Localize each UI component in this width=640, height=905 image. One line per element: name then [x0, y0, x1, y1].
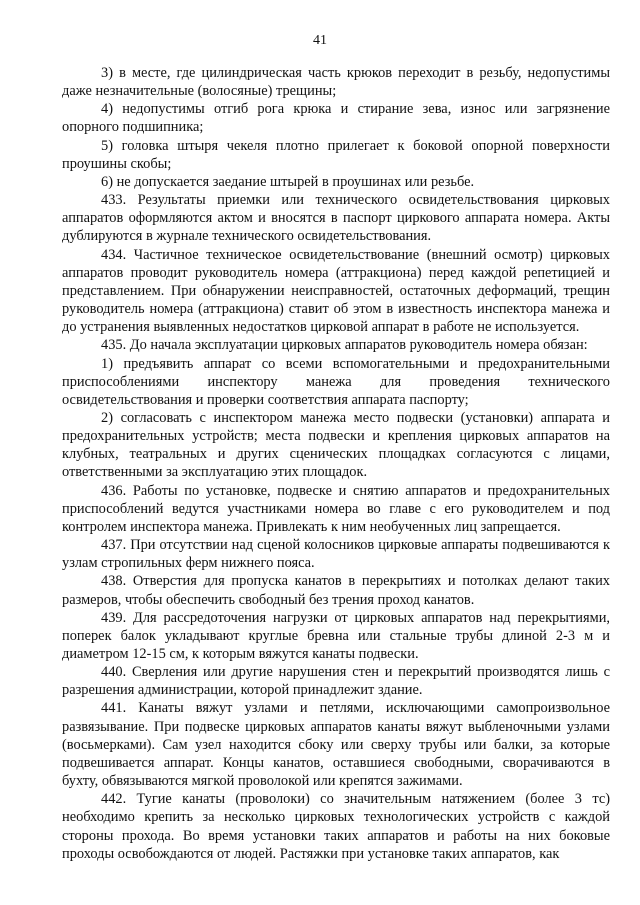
- page-number: 41: [313, 33, 327, 48]
- paragraph-438: 438. Отверстия для пропуска канатов в перекрытиях и потолках делают таких размеров, чтобы обеспечить свободный без трения проход канатов.: [62, 573, 610, 608]
- paragraph-440: 440. Сверления или другие нарушения стен и перекрытий производятся лишь с разрешения администрации, которой принадлежит здание.: [62, 664, 610, 699]
- paragraph-442: 442. Тугие канаты (проволоки) со значительным натяжением (более 3 тс) необходимо крепить за несколько цирковых технологических устройств с каждой стороны прохода. Во время установки таких аппаратов и работы на них боковые проходы освобождаются от людей. Растяжки при установке таких аппаратов, как: [62, 791, 610, 862]
- paragraph-433: 433. Результаты приемки или технического освидетельствования цирковых аппаратов оформляются актом и вносятся в паспорт циркового аппарата номера. Акты дублируются в журнале технического освидетельствования.: [62, 192, 610, 245]
- paragraph-436: 436. Работы по установке, подвеске и снятию аппаратов и предохранительных приспособлений ведутся участниками номера во главе с его руководителем и под контролем инспектора манежа. Привлекать к ним необученных лиц запрещается.: [62, 482, 610, 535]
- paragraph-439: 439. Для рассредоточения нагрузки от цирковых аппаратов над перекрытиями, поперек балок укладывают круглые бревна или стальные трубы длиной 2-3 м и диаметром 12-15 см, к которым вяжутся канаты подвески.: [62, 609, 610, 662]
- paragraph-434: 434. Частичное техническое освидетельствование (внешний осмотр) цирковых аппаратов проводит руководитель номера (аттракциона) перед каждой репетицией и представлением. При обнаружении неисправностей, остаточных деформаций, трещин руководитель номера (аттракциона) ставит об этом в известность инспектора манежа и до устранения выявленных недостатков цирковой аппарат в работе не используется.: [62, 246, 610, 336]
- paragraph-435: 435. До начала эксплуатации цирковых аппаратов руководитель номера обязан:: [101, 337, 588, 354]
- paragraph-441: 441. Канаты вяжут узлами и петлями, исключающими самопроизвольное развязывание. При подвеске цирковых аппаратов канаты вяжут выбленочными узлами (восьмерками). Сам узел находится сбоку или сверху трубы или балки, за которые подвешивается аппарат. Концы канатов, оставшиеся свободными, сворачиваются в бухту, обвязываются мягкой проволокой или крепятся зажимами.: [62, 700, 610, 790]
- document-body: [62, 64, 610, 863]
- paragraph: 2) согласовать с инспектором манежа место подвески (установки) аппарата и предохранительных устройств; места подвески и крепления цирковых аппаратов на клубных, театральных и других сценических площадках согласуются с лицами, ответственными за эксплуатацию этих площадок.: [62, 409, 610, 481]
- paragraph: 1) предъявить аппарат со всеми вспомогательными и предохранительными приспособлениями инспектору манежа для проведения технического освидетельствования и проверки соответствия аппарата паспорту;: [62, 355, 610, 408]
- paragraph: 6) не допускается заедание штырей в проушинах или резьбе.: [101, 173, 475, 190]
- paragraph: 5) головка штыря чекеля плотно прилегает к боковой опорной поверхности проушины скобы;: [62, 137, 610, 172]
- paragraph-437: 437. При отсутствии над сценой колосников цирковые аппараты подвешиваются к узлам стропильных ферм нижнего пояса.: [62, 537, 610, 572]
- paragraph: 4) недопустимы отгиб рога крюка и стирание зева, износ или загрязнение опорного подшипника;: [62, 101, 610, 136]
- paragraph: 3) в месте, где цилиндрическая часть крюков переходит в резьбу, недопустимы даже незначительные (волосяные) трещины;: [62, 65, 610, 100]
